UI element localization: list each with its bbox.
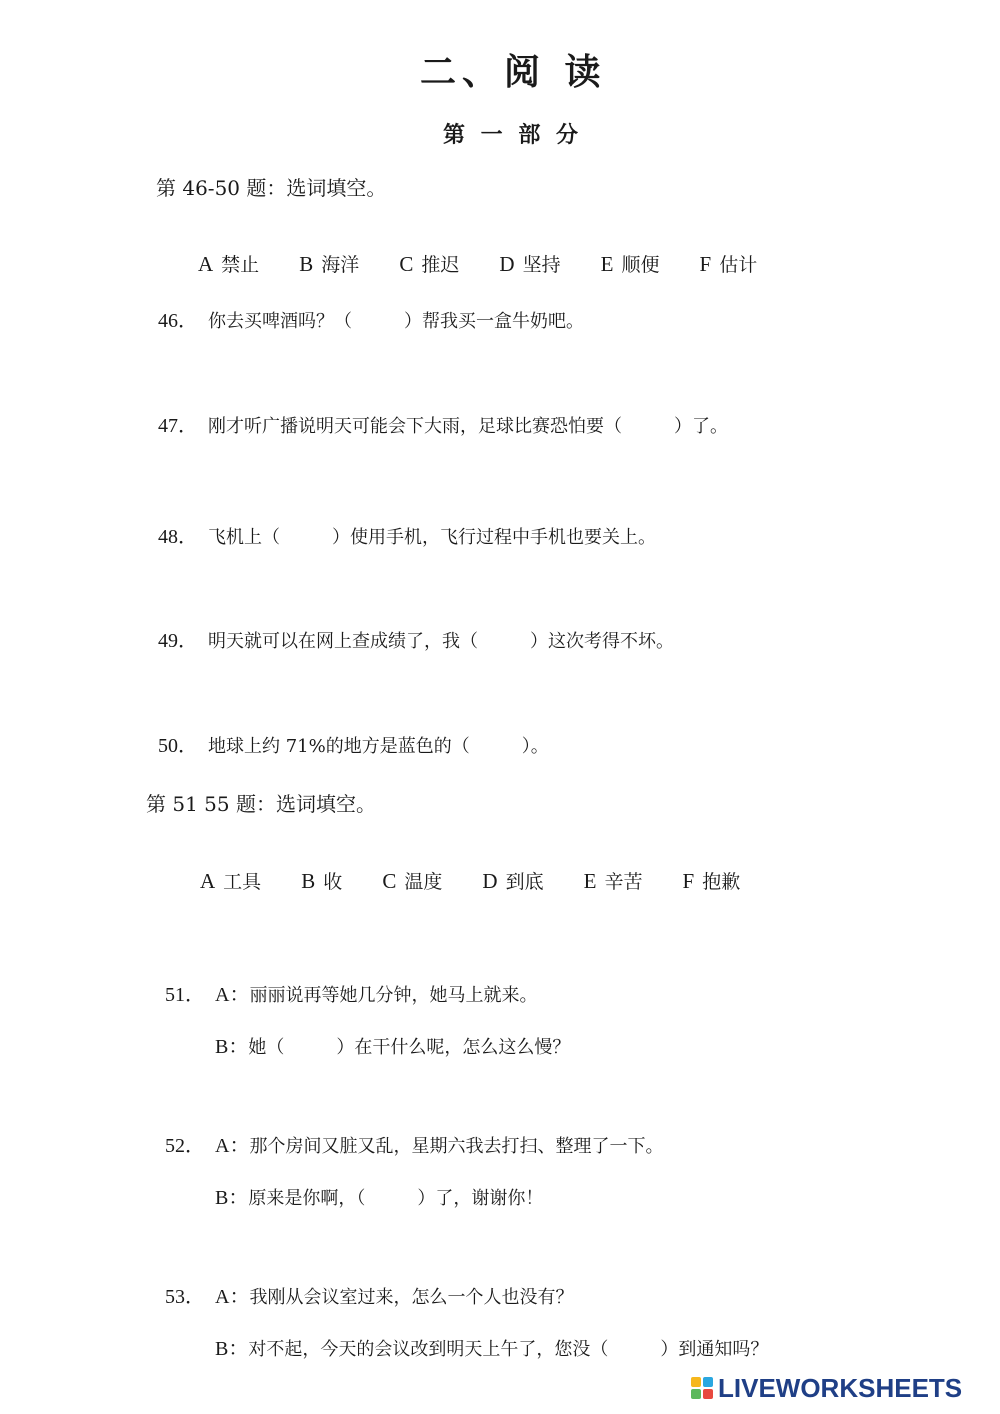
section-part-title: 第 一 部 分 (443, 122, 582, 148)
question-52-a: 52． A：那个房间又脏又乱，星期六我去打扫、整理了一下。 (165, 1135, 664, 1157)
question-53-a: 53． A：我刚从会议室过来，怎么一个人也没有？ (165, 1286, 574, 1308)
section2-options (200, 867, 774, 894)
question-51-b: B：她（ ）在干什么呢，怎么这么慢？ (215, 1036, 571, 1058)
option-c: C 温度 (382, 869, 443, 893)
question-50: 50． 地球上约 71%的地方是蓝色的（ ）。 (158, 735, 549, 757)
option-b: B 海洋 (299, 252, 360, 276)
option-a: A 禁止 (198, 252, 260, 276)
liveworksheets-logo-icon (690, 1376, 714, 1400)
option-f: F 抱歉 (682, 869, 741, 893)
question-53-b: B：对不起，今天的会议改到明天上午了，您没（ ）到通知吗？ (215, 1338, 769, 1360)
question-48: 48． 飞机上（ ）使用手机，飞行过程中手机也要关上。 (158, 526, 656, 548)
option-c: C 推迟 (399, 252, 460, 276)
section1-instruction: 第 46-50 题：选词填空。 (156, 176, 387, 200)
section2-instruction: 第 51 55 题：选词填空。 (146, 792, 376, 816)
liveworksheets-watermark: LIVEWORKSHEETS (690, 1373, 962, 1404)
question-51-a: 51． A：丽丽说再等她几分钟，她马上就来。 (165, 984, 538, 1006)
page-title: 二、阅 读 (420, 51, 607, 93)
option-e: E 顺便 (600, 252, 660, 276)
option-f: F 估计 (699, 252, 758, 276)
section1-options (198, 250, 791, 277)
question-47: 47． 刚才听广播说明天可能会下大雨，足球比赛恐怕要（ ）了。 (158, 415, 728, 437)
option-e: E 辛苦 (583, 869, 643, 893)
option-a: A 工具 (200, 869, 262, 893)
question-49: 49． 明天就可以在网上查成绩了，我（ ）这次考得不坏。 (158, 630, 674, 652)
option-d: D 到底 (482, 869, 544, 893)
question-46: 46． 你去买啤酒吗？（ ）帮我买一盒牛奶吧。 (158, 310, 584, 332)
question-52-b: B：原来是你啊，（ ）了，谢谢你！ (215, 1187, 544, 1209)
option-b: B 收 (301, 869, 343, 893)
option-d: D 坚持 (499, 252, 561, 276)
